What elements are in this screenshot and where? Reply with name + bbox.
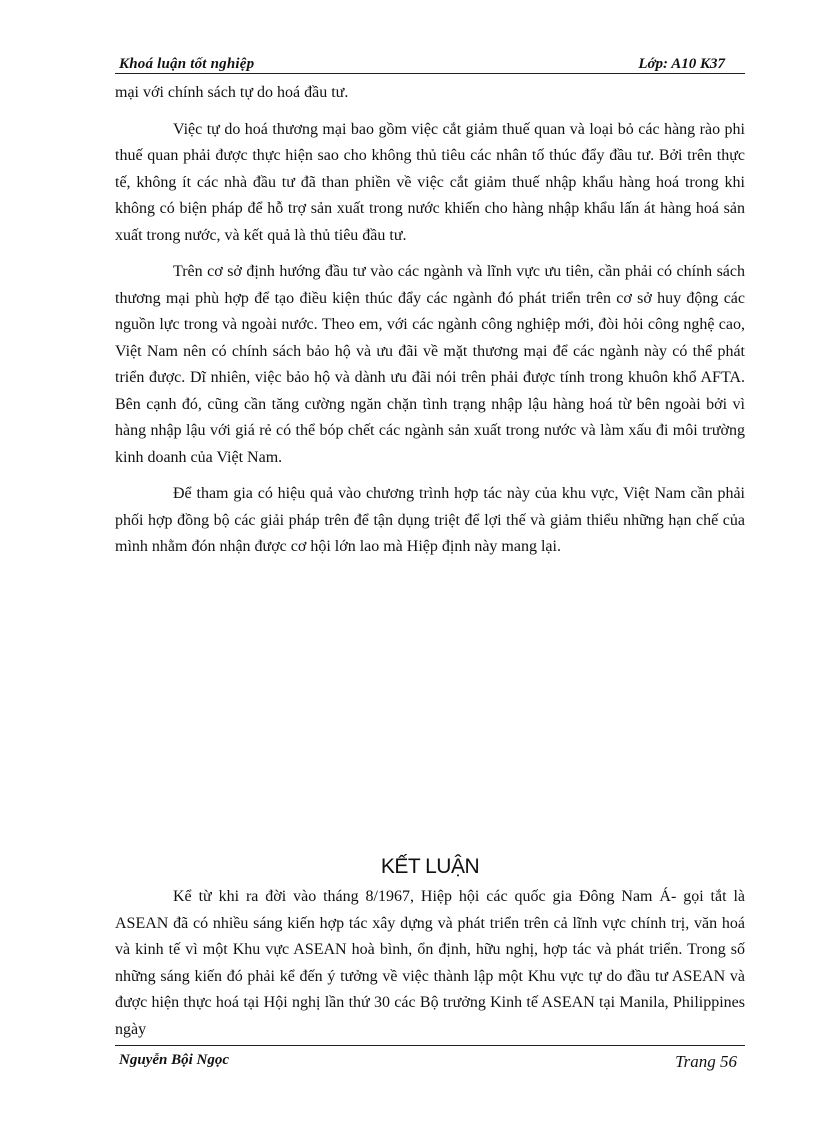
page-number: Trang 56: [675, 1052, 737, 1071]
page-footer: [115, 1050, 745, 1074]
paragraph: Để tham gia có hiệu quả vào chương trình hợp tác này của khu vực, Việt Nam cần phải phối hợp đồng bộ các giải pháp trên để tận dụng triệt để lợi thế và giảm thiểu những hạn chế của mình nhằm đón nhận được cơ hội lớn lao mà Hiệp định này mang lại.: [115, 485, 745, 555]
paragraph: Trên cơ sở định hướng đầu tư vào các ngành và lĩnh vực ưu tiên, cần phải có chính sách thương mại phù hợp để tạo điều kiện thúc đẩy các ngành đó phát triển trên cơ sở huy động các nguồn lực trong và ngoài nước. Theo em, với các ngành công nghiệp mới, đòi hỏi công nghệ cao, Việt Nam nên có chính sách bảo hộ và ưu đãi về mặt thương mại để các ngành này có thể phát triển được. Dĩ nhiên, việc bảo hộ và dành ưu đãi nói trên phải được tính trong khuôn khổ AFTA. Bên cạnh đó, cũng cần tăng cường ngăn chặn tình trạng nhập lậu hàng hoá từ bên ngoài bởi vì hàng nhập lậu với giá rẻ có thể bóp chết các ngành sản xuất trong nước và làm xấu đi môi trường kinh doanh của Việt Nam.: [115, 263, 745, 466]
conclusion-section: [115, 884, 745, 1043]
footer-rule: [115, 1045, 745, 1046]
conclusion-title: KẾT LUẬN: [380, 855, 480, 878]
paragraph-continuation: mại với chính sách tự do hoá đầu tư.: [115, 84, 349, 101]
footer-author: Nguyễn Bội Ngọc: [119, 1052, 229, 1068]
header-rule: [115, 73, 745, 74]
body-text: [115, 80, 745, 561]
conclusion-paragraph: Kể từ khi ra đời vào tháng 8/1967, Hiệp hội các quốc gia Đông Nam Á- gọi tắt là ASEAN đã có nhiều sáng kiến hợp tác xây dựng và phát triển trên cả lĩnh vực chính trị, văn hoá và kinh tế vì một Khu vực ASEAN hoà bình, ổn định, hữu nghị, hợp tác và phát triển. Trong số những sáng kiến đó phải kể đến ý tưởng về việc thành lập một Khu vực tự do đầu tư ASEAN và được hiện thực hoá tại Hội nghị lần thứ 30 các Bộ trưởng Kinh tế ASEAN tại Manila, Philippines ngày: [115, 888, 745, 1038]
paragraph: Việc tự do hoá thương mại bao gồm việc cắt giảm thuế quan và loại bỏ các hàng rào phi thuế quan phải được thực hiện sao cho không thủ tiêu các nhân tố thúc đẩy đầu tư. Bởi trên thực tế, không ít các nhà đầu tư đã than phiền về việc cắt giảm thuế nhập khẩu hàng hoá trong khi không có biện pháp để hỗ trợ sản xuất trong nước khiến cho hàng nhập khẩu lấn át hàng hoá sản xuất trong nước, và kết quả là thủ tiêu đầu tư.: [115, 120, 745, 244]
header-class: Lớp: A10 K37: [638, 56, 725, 72]
header-title: Khoá luận tốt nghiệp: [119, 56, 255, 72]
page-header: [115, 56, 745, 78]
